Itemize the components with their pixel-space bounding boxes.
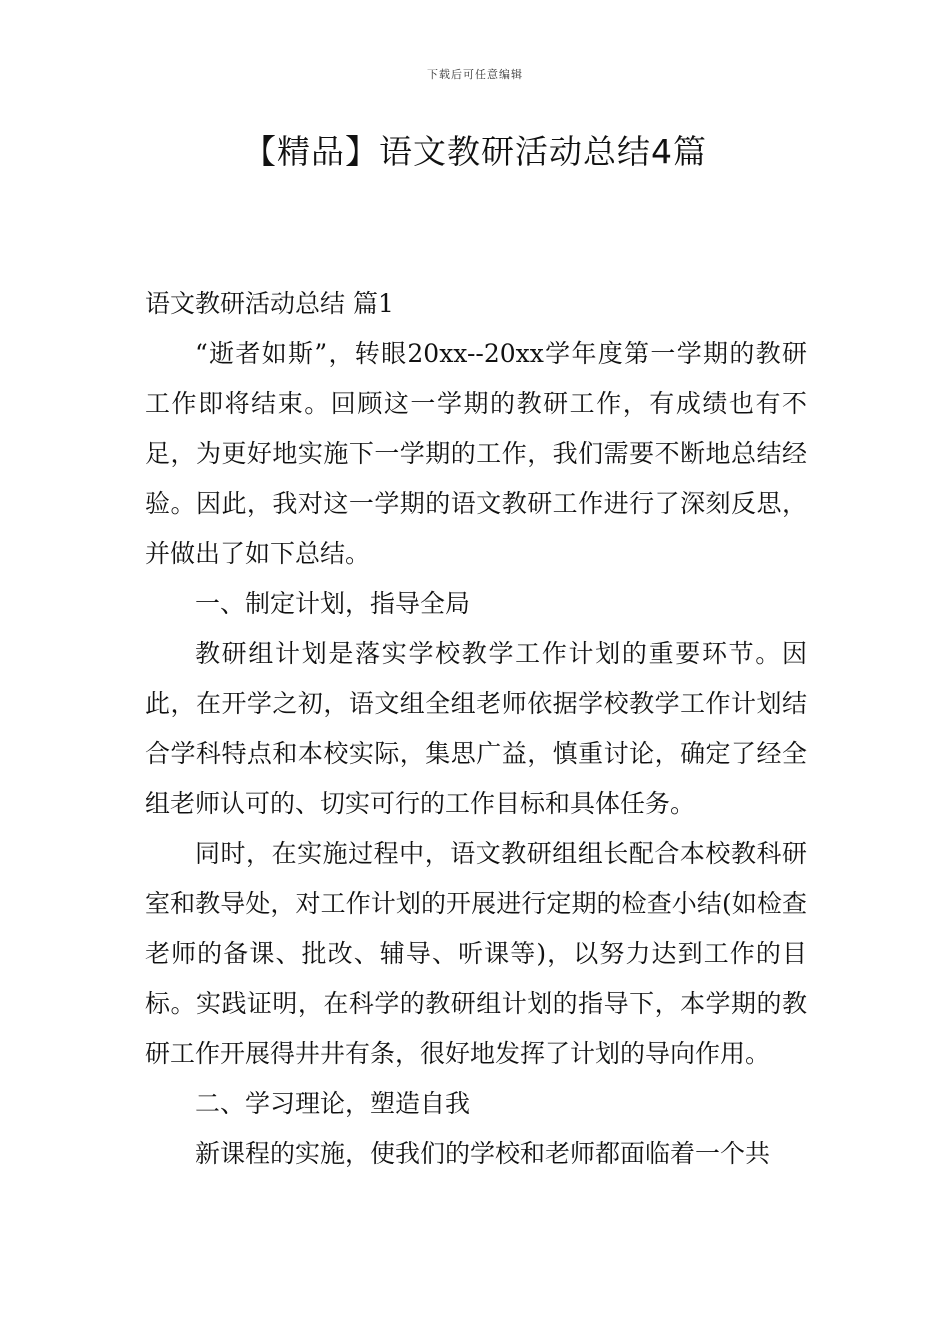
document-body <box>145 279 807 1179</box>
header-note: 下载后可任意编辑 <box>427 68 523 81</box>
subheading-plan: 一、制定计划，指导全局 <box>195 589 471 618</box>
section-heading: 语文教研活动总结 篇1 <box>145 289 394 318</box>
paragraph-implementation: 同时，在实施过程中，语文教研组组长配合本校教科研室和教导处，对工作计划的开展进行定期的检查小结(如检查老师的备课、批改、辅导、听课等)，以努力达到工作的目标。实践证明，在科学的教研组计划的指导下，本学期的教研工作开展得井井有条，很好地发挥了计划的导向作用。 <box>145 839 807 1068</box>
paragraph-intro: “逝者如斯”，转眼20xx--20xx学年度第一学期的教研工作即将结束。回顾这一学期的教研工作，有成绩也有不足，为更好地实施下一学期的工作，我们需要不断地总结经验。因此，我对这一学期的语文教研工作进行了深刻反思，并做出了如下总结。 <box>145 339 807 568</box>
document-title: 【精品】语文教研活动总结4篇 <box>243 132 707 171</box>
paragraph-plan: 教研组计划是落实学校教学工作计划的重要环节。因此，在开学之初，语文组全组老师依据学校教学工作计划结合学科特点和本校实际，集思广益，慎重讨论，确定了经全组老师认可的、切实可行的工作目标和具体任务。 <box>145 639 807 818</box>
paragraph-new-curriculum: 新课程的实施，使我们的学校和老师都面临着一个共 <box>195 1139 771 1168</box>
subheading-theory: 二、学习理论，塑造自我 <box>195 1089 471 1118</box>
